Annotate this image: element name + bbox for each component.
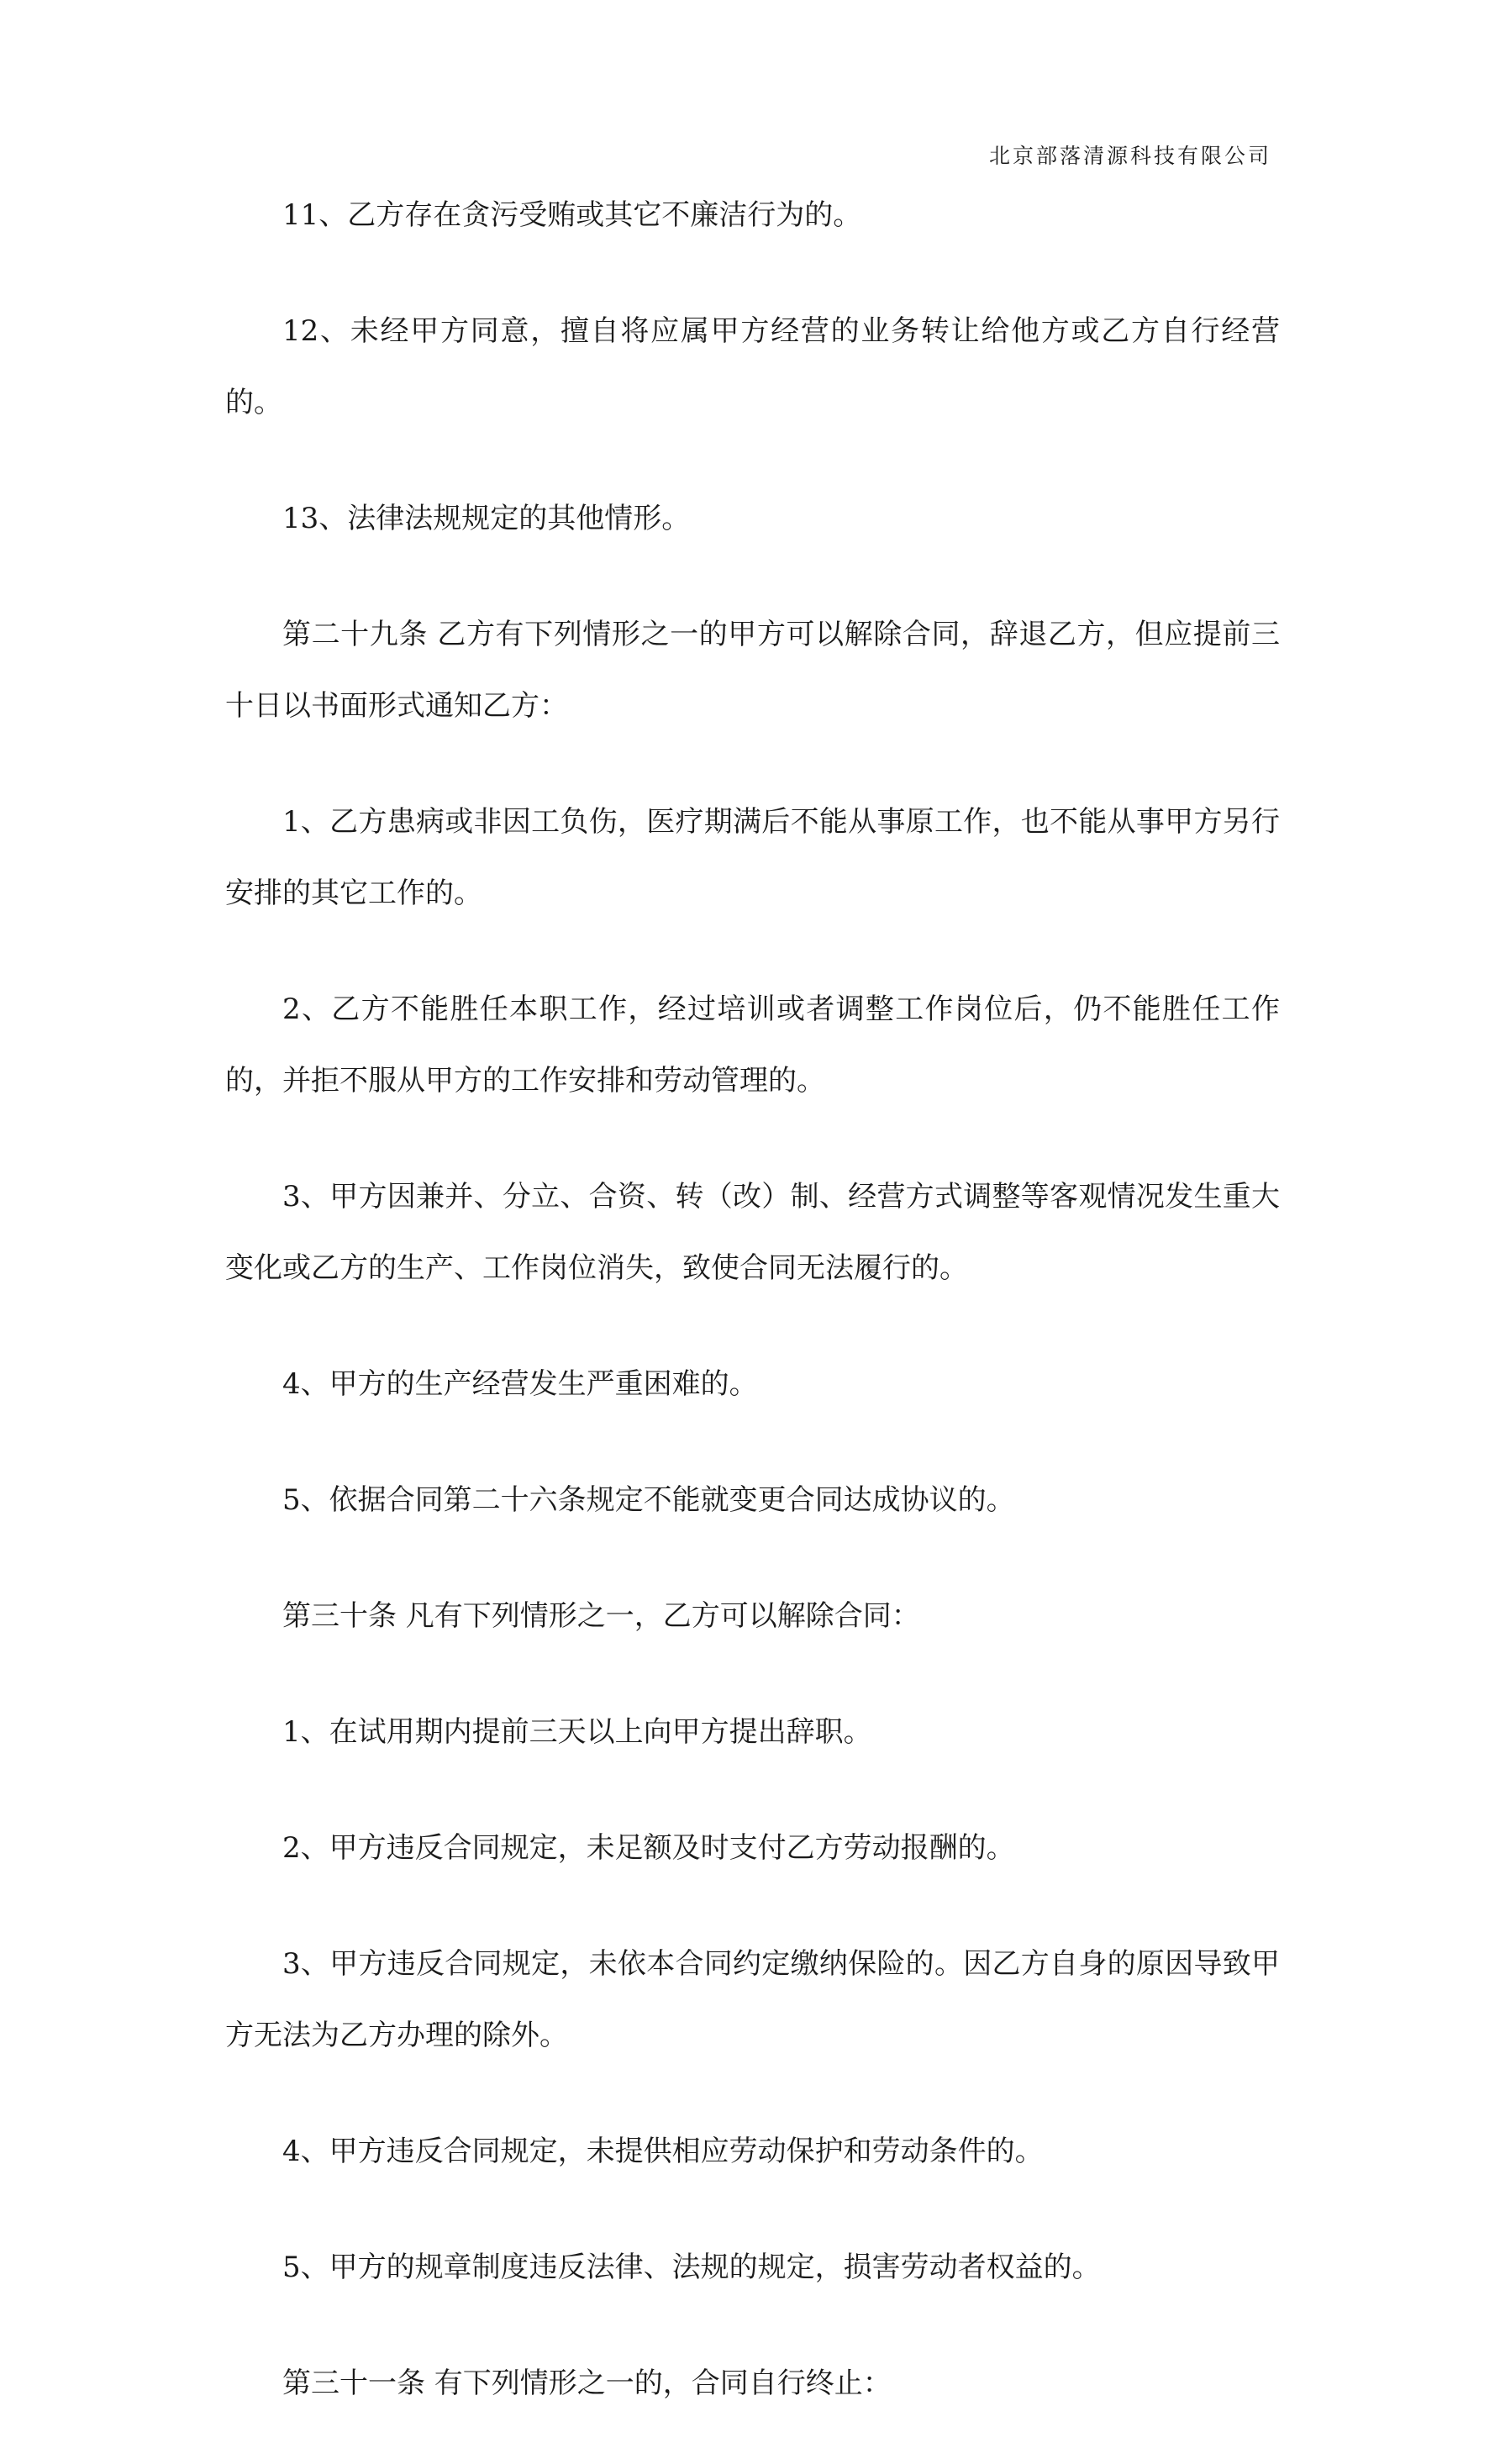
page-header-company: 北京部落清源科技有限公司 xyxy=(988,144,1271,168)
clause-item-11: 11、乙方存在贪污受贿或其它不廉洁行为的。 xyxy=(282,198,862,232)
article-30-item-1: 1、在试用期内提前三天以上向甲方提出辞职。 xyxy=(282,1715,872,1749)
document-body xyxy=(225,180,1280,2464)
article-30: 第三十条 凡有下列情形之一，乙方可以解除合同： xyxy=(282,1599,920,1633)
article-29-item-3: 3、甲方因兼并、分立、合资、转（改）制、经营方式调整等客观情况发生重大变化或乙方的生产、工作岗位消失，致使合同无法履行的。 xyxy=(225,1180,1280,1285)
clause-item-12: 12、未经甲方同意，擅自将应属甲方经营的业务转让给他方或乙方自行经营的。 xyxy=(225,314,1280,419)
article-29-item-5: 5、依据合同第二十六条规定不能就变更合同达成协议的。 xyxy=(282,1483,1015,1517)
article-29-item-1: 1、乙方患病或非因工负伤，医疗期满后不能从事原工作，也不能从事甲方另行安排的其它工作的。 xyxy=(225,805,1280,910)
article-30-item-4: 4、甲方违反合同规定，未提供相应劳动保护和劳动条件的。 xyxy=(282,2135,1044,2168)
article-30-item-5: 5、甲方的规章制度违反法律、法规的规定，损害劳动者权益的。 xyxy=(282,2251,1101,2284)
clause-item-13: 13、法律法规规定的其他情形。 xyxy=(282,502,691,535)
article-30-item-2: 2、甲方违反合同规定，未足额及时支付乙方劳动报酬的。 xyxy=(282,1831,1015,1865)
article-29-item-4: 4、甲方的生产经营发生严重困难的。 xyxy=(282,1367,758,1401)
article-31: 第三十一条 有下列情形之一的，合同自行终止： xyxy=(282,2367,892,2400)
article-29: 第二十九条 乙方有下列情形之一的甲方可以解除合同，辞退乙方，但应提前三十日以书面形式通知乙方： xyxy=(225,618,1280,723)
article-29-item-2: 2、乙方不能胜任本职工作，经过培训或者调整工作岗位后，仍不能胜任工作的，并拒不服从甲方的工作安排和劳动管理的。 xyxy=(225,992,1280,1098)
article-30-item-3: 3、甲方违反合同规定，未依本合同约定缴纳保险的。因乙方自身的原因导致甲方无法为乙方办理的除外。 xyxy=(225,1947,1280,2052)
